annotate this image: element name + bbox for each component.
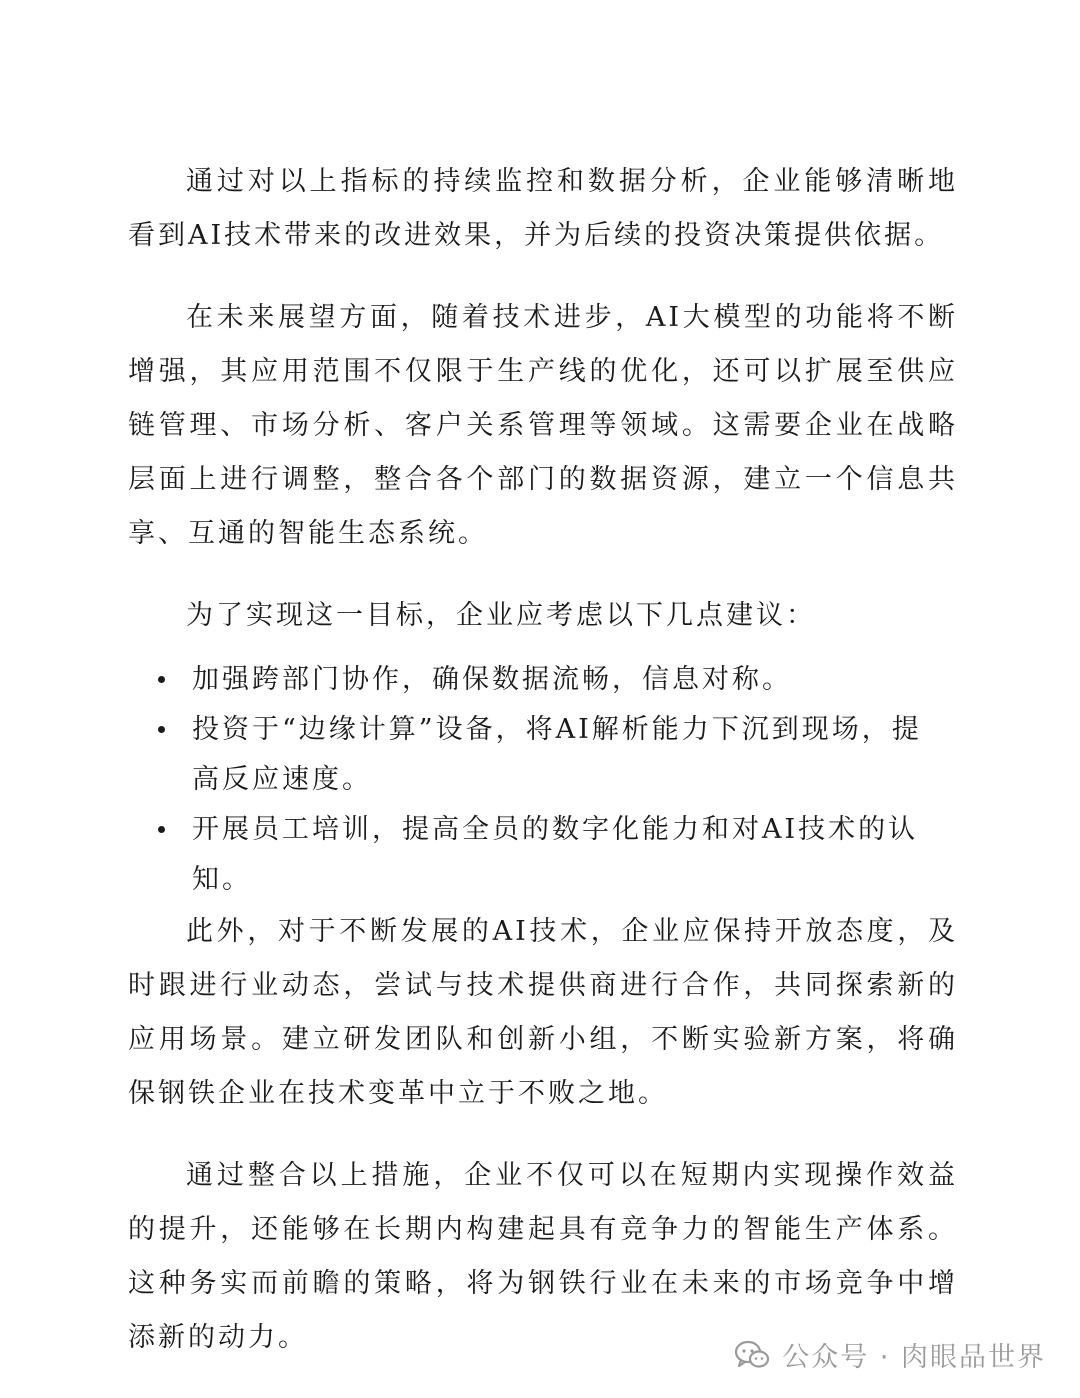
paragraph-recommendations-intro: 为了实现这一目标，企业应考虑以下几点建议： [186,600,816,631]
recommendations-list [128,655,958,905]
list-item [128,655,958,705]
bullet-icon [158,676,165,683]
paragraph-future-outlook: 在未来展望方面，随着技术进步，AI大模型的功能将不断增强，其应用范围不仅限于生产线的优化，还可以扩展至供应链管理、市场分析、客户关系管理等领域。这需要企业在战略层面上进行调整，整合各个部门的数据资源，建立一个信息共享、互通的智能生态系统。 [128,302,958,549]
list-item [128,805,958,905]
paragraph-open-attitude: 此外，对于不断发展的AI技术，企业应保持开放态度，及时跟进行业动态，尝试与技术提供商进行合作，共同探索新的应用场景。建立研发团队和创新小组，不断实验新方案，将确保钢铁企业在技术变革中立于不败之地。 [128,916,958,1109]
wechat-icon [734,1340,770,1370]
paragraph-conclusion: 通过整合以上措施，企业不仅可以在短期内实现操作效益的提升，还能够在长期内构建起具有竞争力的智能生产体系。这种务实而前瞻的策略，将为钢铁行业在未来的市场竞争中增添新的动力。 [128,1160,958,1353]
list-item-text: 加强跨部门协作，确保数据流畅，信息对称。 [192,664,792,695]
document-body [128,155,958,1393]
list-item-text: 开展员工培训，提高全员的数字化能力和对AI技术的认知。 [192,814,919,895]
watermark-text: 公众号 · 肉眼品世界 [782,1342,1046,1373]
list-item-text: 投资于“边缘计算”设备，将AI解析能力下沉到现场，提高反应速度。 [192,714,922,795]
watermark [734,1335,1046,1374]
bullet-icon [158,826,165,833]
list-item [128,705,958,805]
paragraph-metrics-monitoring: 通过对以上指标的持续监控和数据分析，企业能够清晰地看到AI技术带来的改进效果，并为后续的投资决策提供依据。 [128,166,958,251]
bullet-icon [158,726,165,733]
